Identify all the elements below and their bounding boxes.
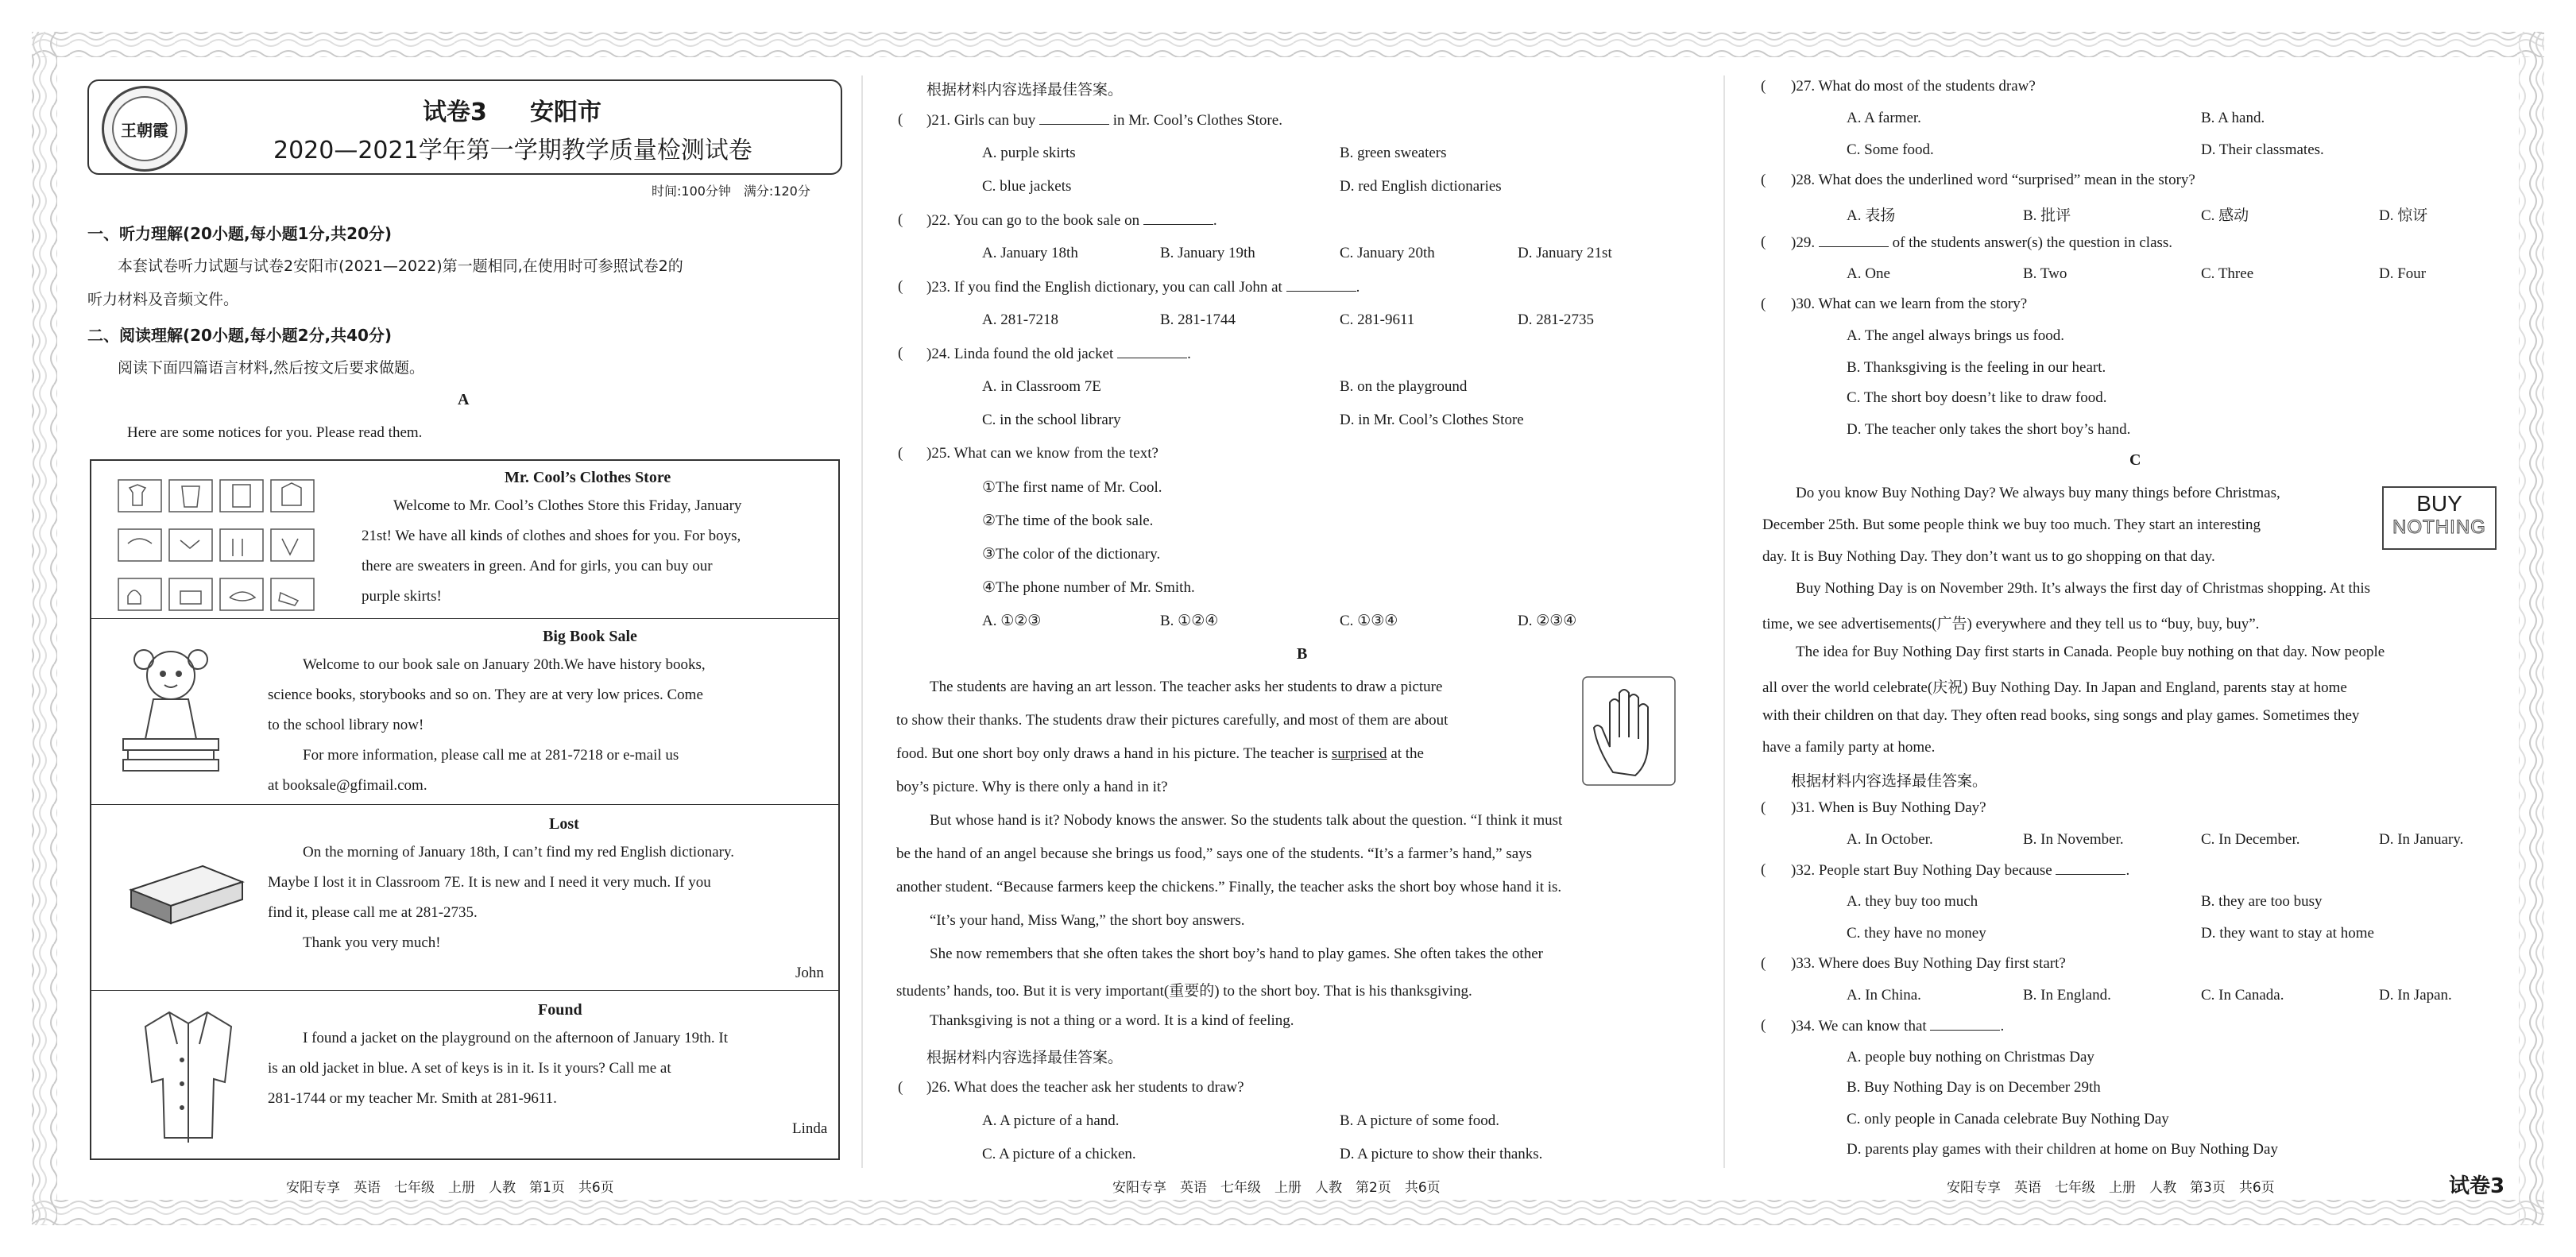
part-a-label: A bbox=[458, 391, 470, 408]
passage-b-line: to show their thanks. The students draw their pictures carefully, and most of them are about bbox=[896, 712, 1449, 729]
q21-option-c: C. blue jackets bbox=[982, 178, 1072, 195]
footer-page-1: 安阳专享 英语 七年级 上册 人教 第1页 共6页 bbox=[286, 1180, 614, 1196]
q23-stem-b: . bbox=[1356, 279, 1360, 296]
found-line3: 281-1744 or my teacher Mr. Smith at 281-9611. bbox=[268, 1090, 557, 1107]
q33-stem bbox=[1791, 955, 2066, 973]
footer-page-2: 安阳专享 英语 七年级 上册 人教 第2页 共6页 bbox=[1112, 1180, 1441, 1196]
buy-nothing-sign bbox=[2382, 486, 2497, 550]
q25-option-d: D. ②③④ bbox=[1518, 613, 1577, 629]
page-2 bbox=[890, 70, 1677, 1166]
passage-c-line: with their children on that day. They often read books, sing songs and play games. Sometimes they bbox=[1762, 707, 2360, 724]
found-title: Found bbox=[538, 1001, 582, 1019]
passage-c-line: December 25th. But some people think we buy too much. They start an interesting bbox=[1762, 516, 2261, 533]
q27-stem-text: What do most of the students draw? bbox=[1818, 78, 2036, 95]
q33-option-a: A. In China. bbox=[1847, 987, 1921, 1004]
passage-c-line: have a family party at home. bbox=[1762, 739, 1936, 756]
q22-stem bbox=[926, 211, 1217, 230]
hand-drawing-illustration bbox=[1581, 675, 1677, 787]
section1-line1: 本套试卷听力试题与试卷2安阳市(2021—2022)第一题相同,在使用时可参照试卷2的 bbox=[118, 257, 683, 275]
q32-option-a: A. they buy too much bbox=[1847, 893, 1978, 910]
q21-number: )21. bbox=[926, 112, 951, 129]
q21-stem-b: in Mr. Cool’s Clothes Store. bbox=[1112, 112, 1282, 129]
q26-stem-text: What does the teacher ask her students to draw? bbox=[953, 1079, 1244, 1096]
q22-option-a: A. January 18th bbox=[982, 245, 1078, 261]
q31-option-d: D. In January. bbox=[2379, 831, 2464, 848]
found-signature: Linda bbox=[792, 1120, 828, 1137]
title-box bbox=[87, 79, 842, 175]
q26-option-d: D. A picture to show their thanks. bbox=[1340, 1146, 1543, 1162]
books-title: Big Book Sale bbox=[543, 628, 637, 645]
q22-stem-a: You can go to the book sale on bbox=[953, 212, 1140, 229]
q30-stem bbox=[1791, 296, 2027, 313]
q22-option-c: C. January 20th bbox=[1340, 245, 1435, 261]
divider bbox=[91, 990, 838, 991]
q29-number: )29. bbox=[1791, 234, 1816, 251]
answer-paren: ( bbox=[1761, 78, 1766, 95]
page-3 bbox=[1756, 70, 2543, 1166]
q27-option-c: C. Some food. bbox=[1847, 141, 1934, 158]
q31-stem-text: When is Buy Nothing Day? bbox=[1818, 799, 1986, 816]
q29-option-a: A. One bbox=[1847, 265, 1890, 282]
clothes-illustration bbox=[114, 477, 327, 617]
q22-blank bbox=[1143, 211, 1213, 225]
q31-35-instruction: 根据材料内容选择最佳答案。 bbox=[1791, 772, 1988, 790]
underlined-word-surprised: surprised bbox=[1331, 745, 1387, 762]
q23-stem bbox=[926, 278, 1360, 296]
store-title: Mr. Cool’s Clothes Store bbox=[505, 469, 671, 486]
q32-stem-a: People start Buy Nothing Day because bbox=[1818, 862, 2052, 879]
books-line3: to the school library now! bbox=[268, 717, 424, 733]
answer-paren: ( bbox=[898, 111, 903, 128]
q23-option-a: A. 281-7218 bbox=[982, 311, 1059, 328]
passage-c-line: Buy Nothing Day is on November 29th. It’s always the first day of Christmas shopping. At this bbox=[1796, 580, 2371, 597]
q23-option-c: C. 281-9611 bbox=[1340, 311, 1415, 328]
q33-option-d: D. In Japan. bbox=[2379, 987, 2452, 1004]
q28-option-a: A. 表扬 bbox=[1847, 207, 1896, 224]
books-line5: at booksale@gfimail.com. bbox=[268, 777, 427, 794]
q25-option-b: B. ①②④ bbox=[1160, 613, 1219, 629]
footer-page-3: 安阳专享 英语 七年级 上册 人教 第3页 共6页 bbox=[1947, 1180, 2275, 1196]
q27-option-b: B. A hand. bbox=[2201, 110, 2265, 126]
q32-stem bbox=[1791, 861, 2129, 880]
exam-title: 2020—2021学年第一学期教学质量检测试卷 bbox=[273, 137, 752, 164]
q23-stem-a: If you find the English dictionary, you can call John at bbox=[953, 279, 1282, 296]
q22-number: )22. bbox=[926, 212, 951, 229]
passage-c-line: The idea for Buy Nothing Day first starts in Canada. People buy nothing on that day. Now people bbox=[1796, 644, 2385, 660]
answer-paren: ( bbox=[1761, 799, 1766, 816]
dictionary-illustration bbox=[123, 850, 250, 930]
q34-option-a: A. people buy nothing on Christmas Day bbox=[1847, 1049, 2094, 1066]
q25-number: )25. bbox=[926, 445, 951, 462]
q24-stem bbox=[926, 345, 1191, 363]
q22-option-d: D. January 21st bbox=[1518, 245, 1612, 261]
buy-sign-bottom: NOTHING bbox=[2392, 516, 2486, 538]
passage-b-line: be the hand of an angel because she brings us food,” says one of the students. “It’s a farmer’s hand,” says bbox=[896, 845, 1533, 862]
q29-option-b: B. Two bbox=[2023, 265, 2067, 282]
answer-paren: ( bbox=[898, 445, 903, 462]
q31-option-a: A. In October. bbox=[1847, 831, 1933, 848]
jacket-illustration bbox=[133, 1004, 244, 1147]
q27-stem bbox=[1791, 78, 2036, 95]
q25-stem bbox=[926, 445, 1158, 462]
q21-option-b: B. green sweaters bbox=[1340, 145, 1447, 161]
store-line3: there are sweaters in green. And for girls, you can buy our bbox=[362, 558, 713, 574]
books-line4: For more information, please call me at 281-7218 or e-mail us bbox=[303, 747, 679, 764]
lost-line1: On the morning of January 18th, I can’t find my red English dictionary. bbox=[303, 844, 734, 861]
answer-paren: ( bbox=[1761, 861, 1766, 878]
q25-item-2: ②The time of the book sale. bbox=[982, 512, 1154, 529]
q28-option-d: D. 惊讶 bbox=[2379, 207, 2428, 224]
q25-option-c: C. ①③④ bbox=[1340, 613, 1398, 629]
q34-stem-a: We can know that bbox=[1818, 1018, 1927, 1035]
answer-paren: ( bbox=[898, 345, 903, 362]
publisher-logo bbox=[102, 86, 188, 172]
q22-option-b: B. January 19th bbox=[1160, 245, 1255, 261]
notices-intro: Here are some notices for you. Please read them. bbox=[127, 424, 423, 441]
books-line1: Welcome to our book sale on January 20th.We have history books, bbox=[303, 656, 706, 673]
store-line2: 21st! We have all kinds of clothes and shoes for you. For boys, bbox=[362, 528, 741, 544]
q29-stem-text: of the students answer(s) the question in class. bbox=[1892, 234, 2173, 251]
q30-option-c: C. The short boy doesn’t like to draw food. bbox=[1847, 389, 2107, 406]
q26-option-b: B. A picture of some food. bbox=[1340, 1112, 1500, 1129]
q25-item-3: ③The color of the dictionary. bbox=[982, 546, 1161, 563]
answer-paren: ( bbox=[898, 211, 903, 228]
q32-number: )32. bbox=[1791, 862, 1816, 879]
q21-option-a: A. purple skirts bbox=[982, 145, 1076, 161]
buy-sign-top: BUY bbox=[2416, 491, 2462, 516]
passage-c-line: time, we see advertisements(广告) everywhere and they tell us to “buy, buy, buy”. bbox=[1762, 616, 2260, 632]
passage-b-line: boy’s picture. Why is there only a hand in it? bbox=[896, 779, 1168, 795]
q30-stem-text: What can we learn from the story? bbox=[1818, 296, 2028, 312]
q33-option-c: C. In Canada. bbox=[2201, 987, 2284, 1004]
q28-stem bbox=[1791, 172, 2195, 189]
q34-option-b: B. Buy Nothing Day is on December 29th bbox=[1847, 1079, 2101, 1096]
part-b-label: B bbox=[1297, 645, 1308, 663]
corner-paper-label: 试卷3 bbox=[2449, 1174, 2505, 1198]
q30-option-b: B. Thanksgiving is the feeling in our heart. bbox=[1847, 359, 2106, 376]
q21-blank bbox=[1039, 111, 1109, 125]
clothes-icons-grid bbox=[114, 477, 327, 617]
q28-option-c: C. 感动 bbox=[2201, 207, 2249, 224]
answer-paren: ( bbox=[1761, 1017, 1766, 1034]
section2-title: 二、阅读理解(20小题,每小题2分,共40分) bbox=[87, 326, 393, 345]
lost-line3: find it, please call me at 281-2735. bbox=[268, 904, 478, 921]
q29-stem bbox=[1791, 234, 2172, 252]
answer-paren: ( bbox=[898, 278, 903, 295]
lost-signature: John bbox=[795, 965, 824, 981]
q31-option-b: B. In November. bbox=[2023, 831, 2124, 848]
q21-stem-a: Girls can buy bbox=[953, 112, 1036, 129]
passage-b-line bbox=[896, 745, 1424, 763]
q30-option-d: D. The teacher only takes the short boy’s hand. bbox=[1847, 421, 2131, 438]
q24-option-d: D. in Mr. Cool’s Clothes Store bbox=[1340, 412, 1524, 428]
q34-option-c: C. only people in Canada celebrate Buy Nothing Day bbox=[1847, 1111, 2169, 1127]
q26-option-a: A. A picture of a hand. bbox=[982, 1112, 1120, 1129]
q25-option-a: A. ①②③ bbox=[982, 613, 1042, 629]
q21-25-instruction: 根据材料内容选择最佳答案。 bbox=[926, 81, 1124, 99]
passage-b-line: She now remembers that she often takes the short boy’s hand to play games. She often takes the other bbox=[930, 946, 1543, 962]
answer-paren: ( bbox=[1761, 234, 1766, 250]
q27-option-d: D. Their classmates. bbox=[2201, 141, 2324, 158]
page-1 bbox=[87, 70, 874, 1166]
found-line1: I found a jacket on the playground on the afternoon of January 19th. It bbox=[303, 1030, 729, 1046]
q30-number: )30. bbox=[1791, 296, 1816, 312]
lost-title: Lost bbox=[549, 815, 579, 833]
q26-option-c: C. A picture of a chicken. bbox=[982, 1146, 1136, 1162]
books-line2: science books, storybooks and so on. They are at very low prices. Come bbox=[268, 687, 703, 703]
q25-item-1: ①The first name of Mr. Cool. bbox=[982, 479, 1162, 496]
time-score: 时间:100分钟 满分:120分 bbox=[652, 184, 810, 199]
q26-30-instruction: 根据材料内容选择最佳答案。 bbox=[926, 1049, 1124, 1066]
q23-option-d: D. 281-2735 bbox=[1518, 311, 1595, 328]
q34-blank bbox=[1930, 1017, 2000, 1031]
logo-text: 王朝霞 bbox=[112, 96, 177, 161]
q33-stem-text: Where does Buy Nothing Day first start? bbox=[1818, 955, 2066, 972]
notices-box bbox=[90, 459, 840, 1160]
q24-blank bbox=[1117, 345, 1187, 358]
q25-item-4: ④The phone number of Mr. Smith. bbox=[982, 579, 1195, 596]
paper-label: 试卷3 bbox=[423, 99, 487, 126]
q33-option-b: B. In England. bbox=[2023, 987, 2111, 1004]
found-line2: is an old jacket in blue. A set of keys is in it. Is it yours? Call me at bbox=[268, 1060, 671, 1077]
q24-option-b: B. on the playground bbox=[1340, 378, 1468, 395]
lost-line4: Thank you very much! bbox=[303, 934, 441, 951]
divider bbox=[91, 804, 838, 805]
q34-stem-b: . bbox=[2000, 1018, 2005, 1035]
q34-stem bbox=[1791, 1017, 2004, 1035]
q24-option-a: A. in Classroom 7E bbox=[982, 378, 1101, 395]
q21-option-d: D. red English dictionaries bbox=[1340, 178, 1502, 195]
q27-number: )27. bbox=[1791, 78, 1816, 95]
answer-paren: ( bbox=[1761, 172, 1766, 188]
q25-stem-text: What can we know from the text? bbox=[953, 445, 1158, 462]
q24-option-c: C. in the school library bbox=[982, 412, 1121, 428]
passage-b-line: another student. “Because farmers keep the chickens.” Finally, the teacher asks the short boy whose hand it is. bbox=[896, 879, 1562, 895]
store-line4: purple skirts! bbox=[362, 588, 442, 605]
q34-number: )34. bbox=[1791, 1018, 1816, 1035]
lost-line2: Maybe I lost it in Classroom 7E. It is new and I need it very much. If you bbox=[268, 874, 711, 891]
section2-instruction: 阅读下面四篇语言材料,然后按文后要求做题。 bbox=[118, 359, 425, 377]
passage-b-line-part: at the bbox=[1390, 745, 1424, 762]
passage-c-line: day. It is Buy Nothing Day. They don’t want us to go shopping on that day. bbox=[1762, 548, 2215, 565]
q28-option-b: B. 批评 bbox=[2023, 207, 2071, 224]
q32-option-b: B. they are too busy bbox=[2201, 893, 2323, 910]
answer-paren: ( bbox=[1761, 955, 1766, 972]
q30-option-a: A. The angel always brings us food. bbox=[1847, 327, 2065, 344]
divider bbox=[91, 618, 838, 619]
passage-b-line: But whose hand is it? Nobody knows the answer. So the students talk about the question. “I think it must bbox=[930, 812, 1563, 829]
q29-option-c: C. Three bbox=[2201, 265, 2254, 282]
q23-option-b: B. 281-1744 bbox=[1160, 311, 1236, 328]
q22-stem-b: . bbox=[1213, 212, 1217, 229]
q28-number: )28. bbox=[1791, 172, 1816, 188]
passage-b-line: Thanksgiving is not a thing or a word. It is a kind of feeling. bbox=[930, 1012, 1294, 1029]
q33-number: )33. bbox=[1791, 955, 1816, 972]
passage-c-line: all over the world celebrate(庆祝) Buy Nothing Day. In Japan and England, parents stay at home bbox=[1762, 679, 2347, 696]
section1-title: 一、听力理解(20小题,每小题1分,共20分) bbox=[87, 224, 393, 243]
q31-number: )31. bbox=[1791, 799, 1816, 816]
q23-blank bbox=[1286, 278, 1356, 292]
q26-number: )26. bbox=[926, 1079, 951, 1096]
q32-blank bbox=[2056, 861, 2125, 875]
q21-stem bbox=[926, 111, 1282, 130]
q32-stem-b: . bbox=[2125, 862, 2130, 879]
girl-reading-illustration bbox=[107, 636, 234, 779]
passage-b-line: The students are having an art lesson. The teacher asks her students to draw a picture bbox=[930, 679, 1443, 695]
q26-stem bbox=[926, 1079, 1244, 1096]
answer-paren: ( bbox=[898, 1079, 903, 1096]
q28-stem-text: What does the underlined word “surprised” mean in the story? bbox=[1818, 172, 2195, 188]
section1-line2: 听力材料及音频文件。 bbox=[87, 291, 239, 308]
q27-option-a: A. A farmer. bbox=[1847, 110, 1921, 126]
passage-b-line: “It’s your hand, Miss Wang,” the short boy answers. bbox=[930, 912, 1245, 929]
passage-c-line: Do you know Buy Nothing Day? We always buy many things before Christmas, bbox=[1796, 485, 2280, 501]
q24-number: )24. bbox=[926, 346, 951, 362]
part-c-label: C bbox=[2129, 451, 2141, 469]
q23-number: )23. bbox=[926, 279, 951, 296]
city-name: 安阳市 bbox=[530, 99, 601, 126]
q34-option-d: D. parents play games with their children at home on Buy Nothing Day bbox=[1847, 1141, 2278, 1158]
q32-option-c: C. they have no money bbox=[1847, 925, 1986, 942]
passage-b-line-part: food. But one short boy only draws a hand in his picture. The teacher is bbox=[896, 745, 1329, 762]
q32-option-d: D. they want to stay at home bbox=[2201, 925, 2374, 942]
q31-stem bbox=[1791, 799, 1986, 817]
q29-option-d: D. Four bbox=[2379, 265, 2427, 282]
q24-stem-b: . bbox=[1187, 346, 1191, 362]
q31-option-c: C. In December. bbox=[2201, 831, 2300, 848]
store-line1: Welcome to Mr. Cool’s Clothes Store this Friday, January bbox=[393, 497, 742, 514]
passage-b-line: students’ hands, too. But it is very important(重要的) to the short boy. That is his thanksgiving. bbox=[896, 983, 1472, 1000]
q29-blank bbox=[1819, 234, 1889, 247]
answer-paren: ( bbox=[1761, 296, 1766, 312]
q24-stem-a: Linda found the old jacket bbox=[953, 346, 1114, 362]
